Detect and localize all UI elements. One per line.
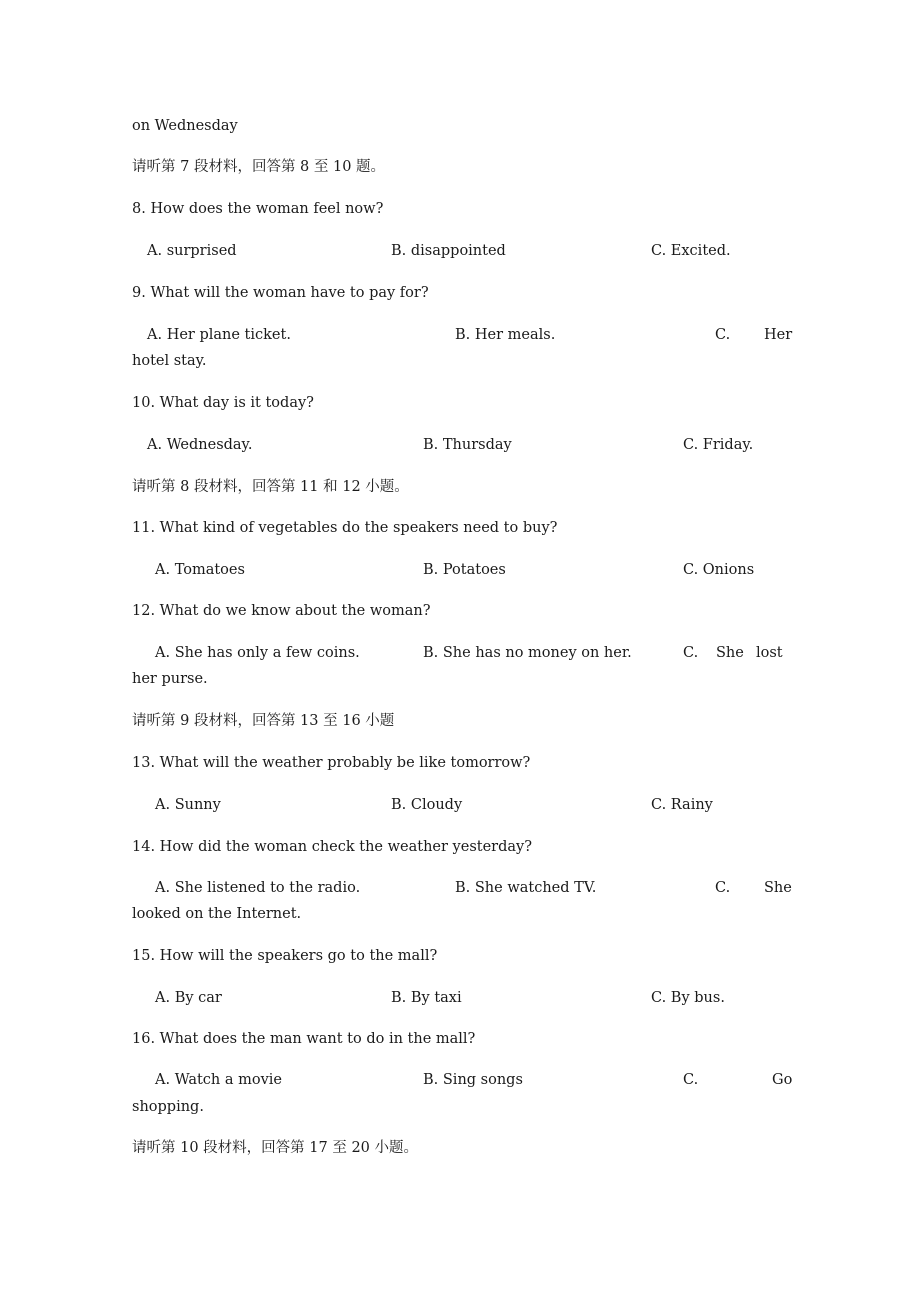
q11-option-a: A. Tomatoes: [155, 562, 245, 578]
question-9: 9. What will the woman have to pay for?: [132, 285, 429, 301]
q12-option-a: A. She has only a few coins.: [155, 645, 360, 661]
q15-option-c: C. By bus.: [651, 990, 725, 1006]
question-11: 11. What kind of vegetables do the speakers need to buy?: [132, 520, 558, 536]
q13-option-a: A. Sunny: [155, 797, 221, 813]
q13-option-c: C. Rainy: [651, 797, 713, 813]
question-10: 10. What day is it today?: [132, 395, 314, 411]
section-heading-7: 请听第 7 段材料，回答第 8 至 10 题。: [132, 159, 386, 175]
q9-option-a: A. Her plane ticket.: [147, 327, 291, 343]
q14-option-a: A. She listened to the radio.: [155, 880, 361, 896]
question-15: 15. How will the speakers go to the mall?: [132, 948, 438, 964]
q9-option-c-text: Her: [764, 327, 793, 343]
q8-option-c: C. Excited.: [651, 243, 731, 259]
q15-option-b: B. By taxi: [391, 990, 462, 1006]
q9-option-c-letter: C.: [715, 327, 731, 343]
q12-option-c-word2: lost: [756, 645, 783, 661]
q11-option-b: B. Potatoes: [423, 562, 506, 578]
q16-option-a: A. Watch a movie: [155, 1072, 283, 1088]
q11-option-c: C. Onions: [683, 562, 755, 578]
q16-option-c-text: Go: [772, 1072, 793, 1088]
q16-option-c-letter: C.: [683, 1072, 699, 1088]
q12-option-c-word1: She: [716, 645, 744, 661]
question-14: 14. How did the woman check the weather yesterday?: [132, 839, 532, 855]
q14-option-c-text: She: [764, 880, 792, 896]
question-8: 8. How does the woman feel now?: [132, 201, 384, 217]
q12-option-b: B. She has no money on her.: [423, 645, 632, 661]
q12-option-c-letter: C.: [683, 645, 699, 661]
q9-option-b: B. Her meals.: [455, 327, 556, 343]
question-13: 13. What will the weather probably be like tomorrow?: [132, 755, 531, 771]
q8-option-b: B. disappointed: [391, 243, 506, 259]
question-16: 16. What does the man want to do in the mall?: [132, 1031, 476, 1047]
q14-option-c-letter: C.: [715, 880, 731, 896]
q14-option-b: B. She watched TV.: [455, 880, 597, 896]
q10-option-c: C. Friday.: [683, 437, 754, 453]
q8-option-a: A. surprised: [147, 243, 237, 259]
section-heading-9: 请听第 9 段材料，回答第 13 至 16 小题: [132, 713, 395, 729]
q12-option-c-wrap: her purse.: [132, 671, 208, 687]
line-continuation: on Wednesday: [132, 118, 238, 134]
q14-option-c-wrap: looked on the Internet.: [132, 906, 302, 922]
q16-option-c-wrap: shopping.: [132, 1099, 204, 1115]
section-heading-8: 请听第 8 段材料，回答第 11 和 12 小题。: [132, 479, 409, 495]
q10-option-a: A. Wednesday.: [147, 437, 253, 453]
q15-option-a: A. By car: [155, 990, 222, 1006]
question-12: 12. What do we know about the woman?: [132, 603, 431, 619]
section-heading-10: 请听第 10 段材料，回答第 17 至 20 小题。: [132, 1140, 419, 1156]
q9-option-c-wrap: hotel stay.: [132, 353, 207, 369]
q10-option-b: B. Thursday: [423, 437, 512, 453]
q16-option-b: B. Sing songs: [423, 1072, 523, 1088]
q13-option-b: B. Cloudy: [391, 797, 463, 813]
